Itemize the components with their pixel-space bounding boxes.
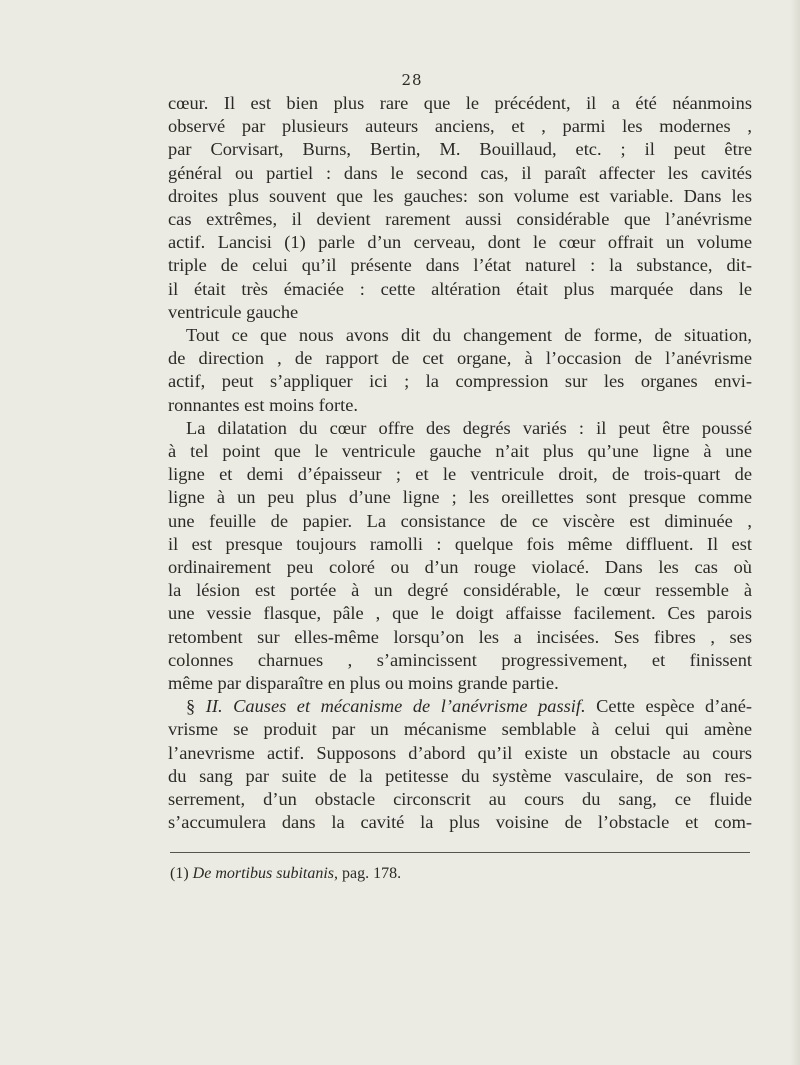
text-line: actif, peut s’appliquer ici ; la compression sur les organes envi- [168,371,752,392]
text-line: cas extrêmes, il devient rarement aussi considérable que l’anévrisme [168,209,752,230]
text-line: ligne et demi d’épaisseur ; et le ventricule droit, de trois-quart de [168,464,752,485]
text-line: du sang par suite de la petitesse du système vasculaire, de son res- [168,765,752,786]
text-line: triple de celui qu’il présente dans l’état naturel : la substance, dit- [168,255,752,276]
text-line: par Corvisart, Burns, Bertin, M. Bouillaud, etc. ; il peut être [168,139,752,160]
text-line: ventricule gauche [168,301,299,322]
text-line: colonnes charnues , s’amincissent progressivement, et finissent [168,649,752,670]
text-line: La dilatation du cœur offre des degrés variés : il peut être poussé [186,417,752,438]
footnote [170,864,401,884]
text-line: s’accumulera dans la cavité la plus voisine de l’obstacle et com- [168,812,752,833]
footnote-divider [170,852,750,853]
section-symbol: § [186,696,196,717]
text-line: il est presque toujours ramolli : quelque fois même diffluent. Il est [168,533,752,554]
text-line: observé par plusieurs auteurs anciens, et , parmi les modernes , [168,116,752,137]
text-line: l’anevrisme actif. Supposons d’abord qu’il existe un obstacle au cours [168,742,752,763]
page-number: 28 [401,71,423,89]
text-line: Tout ce que nous avons dit du changement de forme, de situation, [186,325,752,346]
footnote-ref: , pag. 178. [334,865,402,882]
section-first-line-rest: Cette espèce d’ané- [596,696,752,717]
text-line: actif. Lancisi (1) parle d’un cerveau, dont le cœur offrait un volume [168,232,752,253]
text-line: à tel point que le ventricule gauche n’ait plus qu’une ligne à une [168,441,752,462]
text-line: de direction , de rapport de cet organe, à l’occasion de l’anévrisme [168,348,752,369]
text-line: une feuille de papier. La consistance de ce viscère est diminuée , [168,510,752,531]
text-line: général ou partiel : dans le second cas, il paraît affecter les cavités [168,162,752,183]
text-line: la lésion est portée à un degré considérable, le cœur ressemble à [168,580,752,601]
text-line: ligne à un peu plus d’une ligne ; les oreillettes sont presque comme [168,487,752,508]
section-heading-line [168,695,752,718]
text-line: une vessie flasque, pâle , que le doigt affaisse facilement. Ces parois [168,603,752,624]
body-text [168,92,752,835]
text-line: même par disparaître en plus ou moins grande partie. [168,673,559,694]
text-line: ordinairement peu coloré ou d’un rouge violacé. Dans les cas où [168,557,752,578]
text-line: il était très émaciée : cette altération était plus marquée dans le [168,278,752,299]
section-heading: II. Causes et mécanisme de l’anévrisme passif. [205,696,586,717]
text-line: serrement, d’un obstacle circonscrit au cours du sang, ce fluide [168,789,752,810]
footnote-marker: (1) [170,865,189,882]
text-line: vrisme se produit par un mécanisme semblable à celui qui amène [168,719,752,740]
page-edge-shadow [790,0,800,1065]
text-line: retombent sur elles-même lorsqu’on les a incisées. Ses fibres , ses [168,626,752,647]
text-line: cœur. Il est bien plus rare que le précédent, il a été néanmoins [168,93,752,113]
text-line: droites plus souvent que les gauches: son volume est variable. Dans les [168,185,752,206]
footnote-title: De mortibus subitanis [192,865,334,882]
text-line: ronnantes est moins forte. [168,394,358,415]
